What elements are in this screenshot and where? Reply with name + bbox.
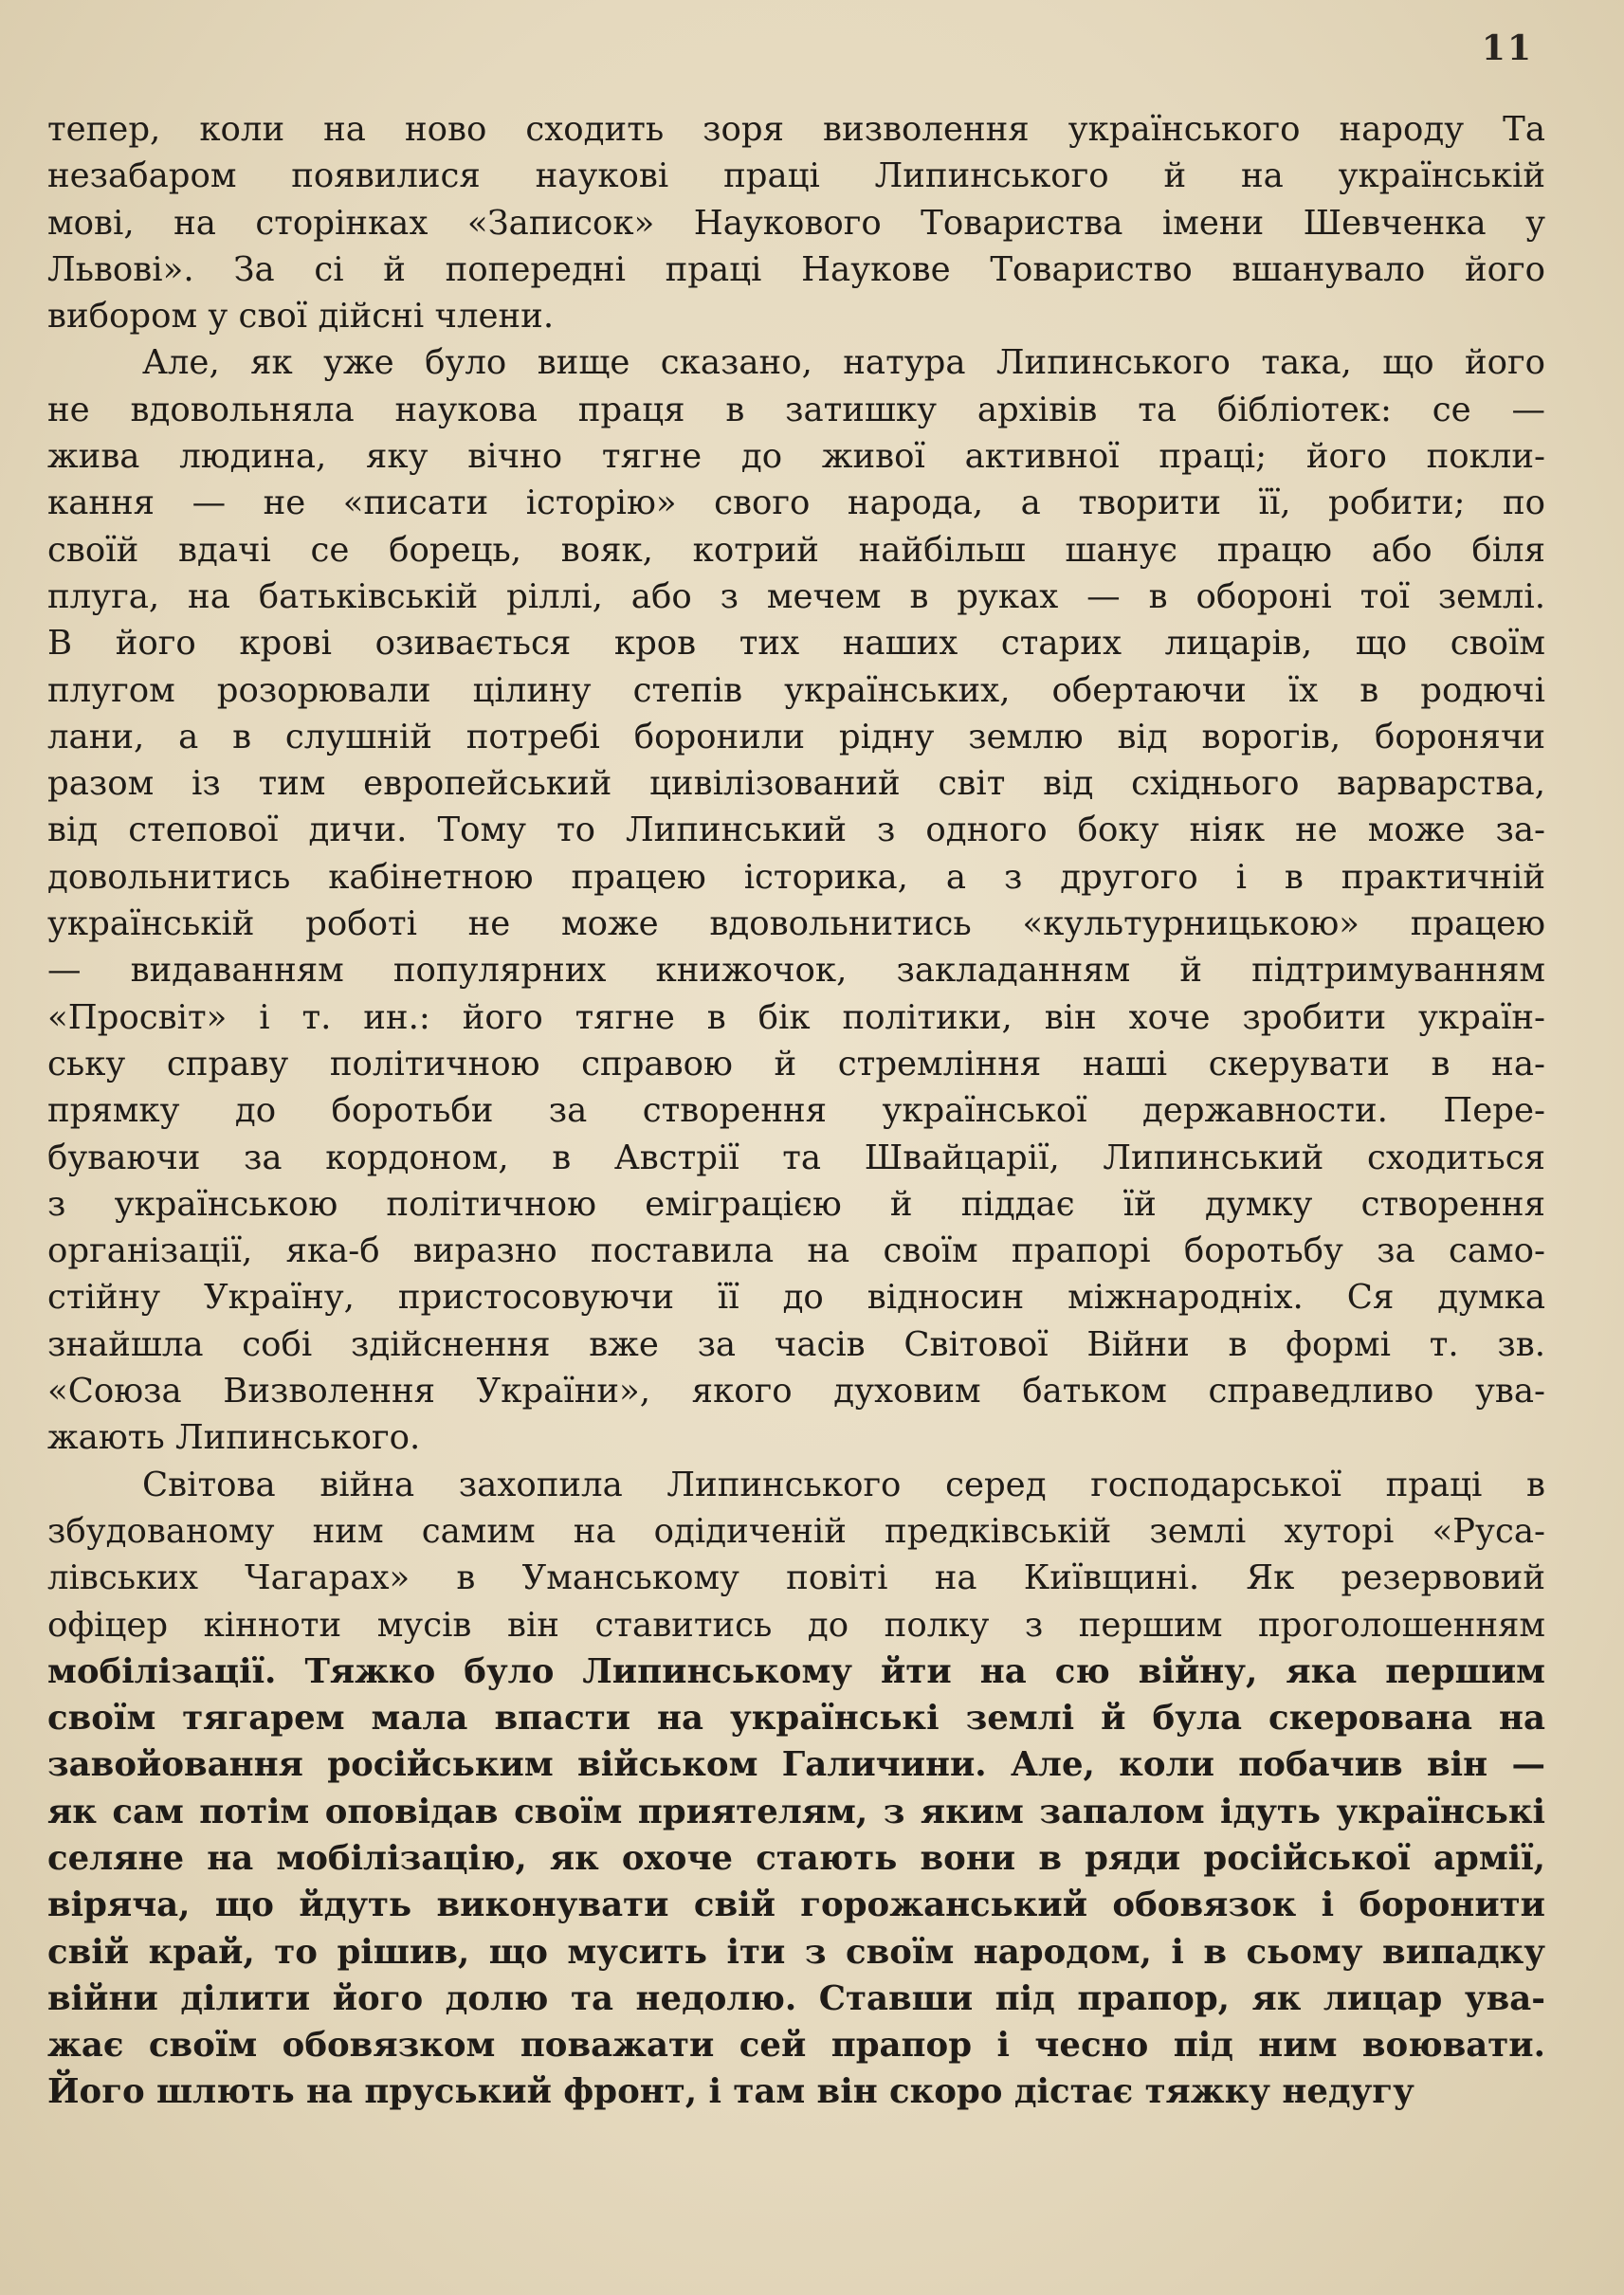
- text-line: війни ділити його долю та недолю. Ставши під прапор, як лицар ува-: [47, 1978, 1545, 2018]
- text-line: разом із тим европейський цивілізований світ від східнього варварства,: [47, 764, 1545, 804]
- text-line: прямку до боротьби за створення української державности. Пере-: [47, 1091, 1545, 1131]
- text-line: незабаром появилися наукові праці Липинського й на українській: [47, 156, 1545, 196]
- text-line: плуга, на батьківській ріллі, або з мечем в руках — в обороні тої землі.: [47, 576, 1545, 616]
- text-line: від степової дичи. Тому то Липинський з одного боку ніяк не може за-: [47, 811, 1545, 850]
- text-line: В його крові озивається кров тих наших старих лицарів, що своїм: [47, 624, 1545, 664]
- text-line: ську справу політичною справою й стремління наші скерувати в на-: [47, 1044, 1545, 1084]
- text-line: мобілізації. Тяжко було Липинському йти на сю війну, яка першим: [47, 1651, 1545, 1691]
- text-line: завойовання російським військом Галичини. Але, коли побачив він —: [47, 1745, 1545, 1785]
- text-line: Його шлють на пруський фронт, і там він скоро дістає тяжку недугу: [47, 2072, 1414, 2112]
- text-line: збудованому ним самим на одідиченій предківській землі хуторі «Руса-: [47, 1511, 1545, 1551]
- text-line: селяне на мобілізацію, як охоче стають вони в ряди російської армії,: [47, 1838, 1545, 1878]
- text-line: тепер, коли на ново сходить зоря визволення українського народу Та: [47, 110, 1545, 149]
- text-line: — видаванням популярних книжочок, закладанням й підтримуванням: [47, 951, 1545, 991]
- text-line: віряча, що йдуть виконувати свій горожанський обовязок і боронити: [47, 1885, 1545, 1925]
- text-line: Але, як уже було вище сказано, натура Липинського така, що його: [142, 343, 1545, 383]
- text-line: знайшла собі здійснення вже за часів Світової Війни в формі т. зв.: [47, 1324, 1545, 1364]
- paragraph-3: [47, 1462, 1545, 2116]
- text-line: жива людина, яку вічно тягне до живої активної праці; його покли-: [47, 437, 1545, 477]
- text-line: лани, а в слушній потребі боронили рідну землю від ворогів, боронячи: [47, 717, 1545, 756]
- text-line: своїй вдачі се борець, вояк, котрий найбільш шанує працю або біля: [47, 530, 1545, 570]
- body-text: [47, 106, 1545, 2116]
- text-line: своїм тягарем мала впасти на українські землі й була скерована на: [47, 1699, 1545, 1739]
- text-line: жає своїм обовязком поважати сей прапор і чесно під ним воювати.: [47, 2026, 1545, 2066]
- text-line: жають Липинського.: [47, 1418, 421, 1458]
- paragraph-1: [47, 106, 1545, 339]
- text-line: українській роботі не може вдовольнитись «культурницькою» працею: [47, 904, 1545, 944]
- page-number: 11: [1481, 28, 1533, 68]
- text-line: організації, яка-б виразно поставила на своїм прапорі боротьбу за само-: [47, 1231, 1545, 1271]
- paragraph-2: [47, 339, 1545, 1461]
- text-line: мові, на сторінках «Записок» Наукового Товариства імени Шевченка у: [47, 203, 1545, 243]
- text-line: офіцер кінноти мусів він ставитись до полку з першим проголошенням: [47, 1605, 1545, 1645]
- text-line: з українською політичною еміграцією й піддає їй думку створення: [47, 1184, 1545, 1224]
- text-line: плугом розорювали цілину степів українських, обертаючи їх в родючі: [47, 670, 1545, 710]
- text-line: кання — не «писати історію» свого народа, а творити її, робити; по: [47, 483, 1545, 523]
- text-line: вибором у свої дійсні члени.: [47, 297, 555, 337]
- text-line: буваючи за кордоном, в Австрії та Швайцарії, Липинський сходиться: [47, 1138, 1545, 1177]
- text-line: довольнитись кабінетною працею історика, а з другого і в практичній: [47, 857, 1545, 897]
- text-line: «Просвіт» і т. ин.: його тягне в бік політики, він хоче зробити україн-: [47, 997, 1545, 1037]
- text-line: стійну Україну, пристосовуючи її до відносин міжнародніх. Ся думка: [47, 1278, 1545, 1318]
- text-line: «Союза Визволення України», якого духовим батьком справедливо ува-: [47, 1372, 1545, 1412]
- text-line: свій край, то рішив, що мусить іти з своїм народом, і в сьому випадку: [47, 1932, 1545, 1972]
- text-line: Львові». За сі й попередні праці Наукове Товариство вшанувало його: [47, 249, 1545, 289]
- text-line: Світова війна захопила Липинського серед господарської праці в: [142, 1465, 1545, 1504]
- text-line: лівських Чагарах» в Уманському повіті на Київщині. Як резервовий: [47, 1558, 1545, 1598]
- text-line: як сам потім оповідав своїм приятелям, з яким запалом ідуть українські: [47, 1792, 1545, 1831]
- text-line: не вдовольняла наукова праця в затишку архівів та бібліотек: се —: [47, 390, 1545, 429]
